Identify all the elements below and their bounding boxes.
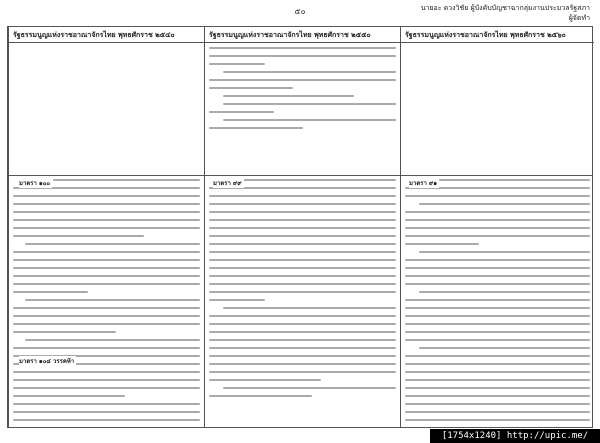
column-body [405,179,590,427]
page-number: ๕๐ [294,7,306,16]
column-heading: รัฐธรรมนูญแห่งราชอาณาจักรไทย พุทธศักราช ๒๕๕๐ [205,27,400,43]
image-host-watermark: [1754x1240] http://upic.me/ [430,429,600,443]
column-2550 [204,27,400,427]
section-marker: มาตรา ๙๑ [409,180,438,187]
column-2540 [8,27,204,427]
header-role: ผู้จัดทำ [568,14,590,22]
column-body [209,179,396,403]
section-marker: มาตรา ๙๙ [213,180,242,187]
section-marker: มาตรา ๑๐๔ วรรคห้า [19,358,75,365]
section-marker: มาตรา ๑๐๐ [19,180,51,187]
column-body [209,47,396,135]
column-2560 [400,27,594,427]
header-author: นายอะ ดวงวิชัย ผู้บังคับบัญชาฉากลุ่มงานประมวลรัฐสภา [420,4,590,12]
document-header [421,3,590,23]
comparison-table [7,26,593,428]
column-body [13,179,200,427]
column-heading: รัฐธรรมนูญแห่งราชอาณาจักรไทย พุทธศักราช ๒๕๖๐ [401,27,594,43]
column-heading: รัฐธรรมนูญแห่งราชอาณาจักรไทย พุทธศักราช ๒๕๔๐ [9,27,204,43]
